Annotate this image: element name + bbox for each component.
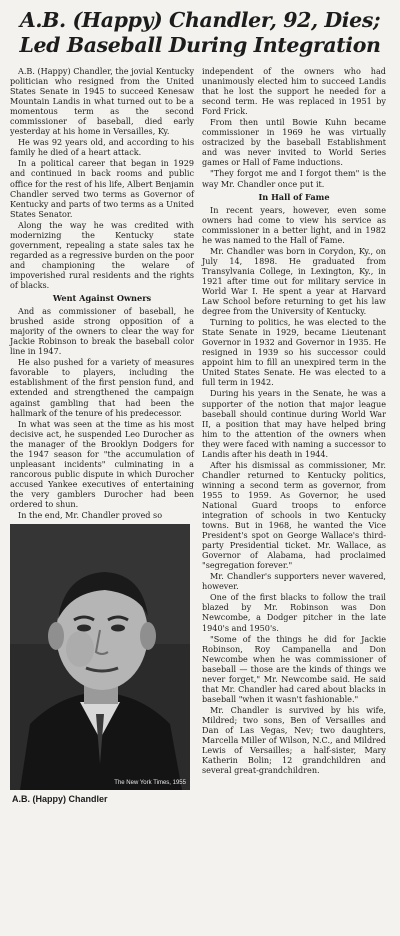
- paragraph: After his dismissal as commissioner, Mr. Chandler returned to Kentucky politics, winning a second term as governor, from 1955 to 1959. As Governor, he used National Guard troops to enforce integration of schools in two Kentucky towns. But in 1968, he wanted the Vice President's spot on George Wallace's third-party Presidential ticket. Mr. Wallace, as Governor of Alabama, had proclaimed "segregation forever.": [202, 459, 386, 571]
- paragraph: Turning to politics, he was elected to the State Senate in 1929, became Lieutenant Governor in 1932 and Governor in 1935. He resigned in 1939 so his successor could appoint him to fill an unexpired term in the United States Senate. He was elected to a full term in 1942.: [202, 317, 386, 388]
- paragraph: In the end, Mr. Chandler proved so: [18, 510, 163, 521]
- paragraph: Mr. Chandler is survived by his wife, Mildred; two sons, Ben of Versailles and Dan of Las Vegas, Nev; two daughters, Marcella Miller of Wilson, N.C., and Mildred Lewis of Versailles; a half-sister, Mary Katherin Bolin; 12 grandchildren and several great-grandchildren.: [202, 704, 386, 776]
- paragraph: Mr. Chandler was born in Corydon, Ky., on July 14, 1898. He graduated from Transylvania College, in Lexington, Ky., in 1921 after time out for military service in World War I. He spent a year at Harvard Law School before returning to get his law degree from the University of Kentucky.: [202, 245, 386, 317]
- photo-caption: A.B. (Happy) Chandler: [12, 794, 108, 805]
- paragraph: He was 92 years old, and according to his family he died of a heart attack.: [10, 137, 194, 158]
- headline-line-2: Led Baseball During Integration: [19, 33, 381, 57]
- paragraph: He also pushed for a variety of measures favorable to players, including the establishment of the first pension fund, and extended and strengthened the campaign against gambling that had been the hallmark of the tenure of his predecessor.: [10, 357, 194, 418]
- photo-block: [10, 524, 194, 804]
- paragraph: In a political career that began in 1929 and continued in back rooms and public office for the rest of his life, Albert Benjamin Chandler served two terms as Governor of Kentucky and parts of two terms as a United States Senator.: [10, 158, 194, 219]
- article-body: [10, 66, 390, 804]
- photo-credit: The New York Times, 1955: [114, 780, 186, 787]
- paragraph: From then until Bowie Kuhn became commissioner in 1969 he was virtually ostracized by the baseball Establishment and was never invited to World Series games or Hall of Fame inductions.: [202, 117, 386, 168]
- paragraph: Mr. Chandler's supporters never wavered, however.: [202, 571, 386, 592]
- paragraph: independent of the owners who had unanimously elected him to succeed Landis that he lost the support he needed for a second term. He was replaced in 1951 by Ford Frick.: [202, 66, 386, 117]
- paragraph: And as commissioner of baseball, he brushed aside strong opposition of a majority of the owners to clear the way for Jackie Robinson to break the baseball color line in 1947.: [10, 306, 194, 357]
- headline: [10, 8, 390, 58]
- left-column: [10, 66, 194, 804]
- paragraph: In what was seen at the time as his most decisive act, he suspended Leo Durocher as the manager of the Brooklyn Dodgers for the 1947 season for "the accumulation of unpleasant incidents" culminating in a rancorous public dispute in which Durocher accused Yankee executives of entertaining the very gamblers Durocher had been ordered to shun.: [10, 418, 194, 509]
- paragraph: "Some of the things he did for Jackie Robinson, Roy Campanella and Don Newcombe when he was commissioner of baseball — those are the kinds of things we never forget," Mr. Newcombe said. He said that Mr. Chandler had cared about blacks in baseball "when it wasn't fashionable.": [202, 633, 386, 704]
- paragraph: "They forgot me and I forgot them" is the way Mr. Chandler once put it.: [202, 168, 386, 189]
- portrait-photo: [10, 524, 190, 790]
- paragraph: During his years in the Senate, he was a supporter of the notion that major league baseball should continue during World War II, a position that may have helped bring him to the attention of the owners when they were faced with naming a successor to Landis after his death in 1944.: [202, 388, 386, 459]
- paragraph: In recent years, however, even some owners had come to view his service as commissioner in a better light, and in 1982 he was named to the Hall of Fame.: [202, 204, 386, 245]
- paragraph: Along the way he was credited with modernizing the Kentucky state government, repealing a state sales tax he regarded as a regressive burden on the poor and championing the welare of impoverished rural residents and the rights of blacks.: [10, 219, 194, 290]
- headline-line-1: A.B. (Happy) Chandler, 92, Dies;: [19, 8, 381, 32]
- subhead-went-against-owners: Went Against Owners: [52, 293, 152, 304]
- paragraph: A.B. (Happy) Chandler, the jovial Kentucky politician who resigned from the United States Senate in 1945 to succeed Kenesaw Mountain Landis in what turned out to be a momentous term as the second commissioner of baseball, died early yesterday at his home in Versailles, Ky.: [10, 66, 195, 137]
- portrait-illustration: [10, 524, 190, 790]
- paragraph: One of the first blacks to follow the trail blazed by Mr. Robinson was Don Newcombe, a Dodger pitcher in the late 1940's and 1950's.: [202, 592, 386, 633]
- subhead-in-hall-of-fame: In Hall of Fame: [258, 191, 330, 202]
- right-column: [202, 66, 386, 804]
